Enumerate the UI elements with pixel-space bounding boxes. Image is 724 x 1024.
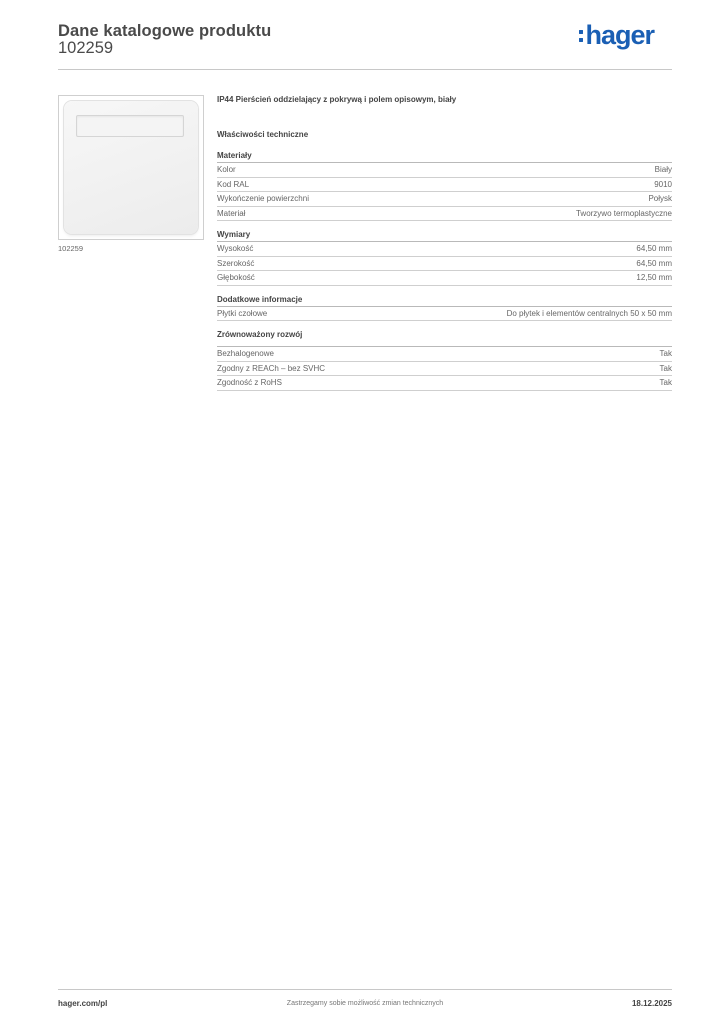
label-field-illustration — [76, 115, 184, 137]
logo-mark-icon — [579, 30, 583, 42]
spec-row — [217, 257, 672, 272]
spec-row — [217, 376, 672, 391]
spec-value: Tak — [659, 363, 672, 373]
cover-plate-illustration — [64, 101, 198, 234]
section-sustainability — [217, 330, 672, 391]
section-title: Materiały — [217, 151, 672, 163]
spec-label: Materiał — [217, 208, 246, 218]
section-title: Dodatkowe informacje — [217, 295, 672, 307]
spec-label: Zgodny z REACh – bez SVHC — [217, 363, 326, 373]
spec-row — [217, 307, 672, 322]
section-materials — [217, 151, 672, 221]
spec-label: Szerokość — [217, 258, 255, 268]
spec-label: Wykończenie powierzchni — [217, 194, 309, 203]
spec-label: Bezhalogenowe — [217, 349, 274, 358]
spec-value: 9010 — [654, 179, 672, 189]
footer-disclaimer: Zastrzegamy sobie możliwość zmian technicznych — [286, 1000, 444, 1007]
spec-label: Zgodność z RoHS — [217, 378, 282, 387]
page-footer — [58, 989, 672, 1013]
spec-label: Wysokość — [217, 244, 254, 253]
spec-value: Do płytek i elementów centralnych 50 x 50 mm — [506, 308, 672, 318]
spec-row — [217, 242, 672, 257]
section-title: Wymiary — [217, 230, 672, 242]
footer-date: 18.12.2025 — [631, 999, 672, 1008]
page-title: Dane katalogowe produktu — [58, 22, 272, 40]
spec-value: Tak — [659, 349, 672, 358]
spec-row — [217, 163, 672, 178]
spec-label: Kolor — [217, 165, 236, 174]
spec-value: Połysk — [648, 194, 672, 203]
product-code: 102259 — [58, 39, 114, 57]
spec-row — [217, 192, 672, 207]
page-header — [58, 22, 672, 70]
footer-website-link[interactable]: hager.com/pl — [58, 999, 108, 1008]
spec-value: 64,50 mm — [636, 244, 672, 253]
product-image — [58, 95, 204, 240]
spec-row — [217, 178, 672, 193]
spec-value: 64,50 mm — [636, 258, 672, 268]
spec-row — [217, 362, 672, 377]
logo-text: hager — [585, 20, 654, 50]
spec-value: Tworzywo termoplastyczne — [575, 208, 672, 218]
section-dimensions — [217, 230, 672, 286]
section-title: Zrównoważony rozwój — [217, 330, 672, 347]
spec-label: Głębokość — [217, 273, 255, 282]
spec-row — [217, 347, 672, 362]
product-details — [217, 95, 672, 391]
spec-row — [217, 271, 672, 286]
hager-logo — [579, 22, 654, 48]
spec-value: 12,50 mm — [636, 273, 672, 282]
technical-properties-heading: Właściwości techniczne — [217, 130, 309, 139]
spec-value: Biały — [654, 165, 672, 174]
product-name: IP44 Pierścień oddzielający z pokrywą i polem opisowym, biały — [217, 95, 457, 104]
spec-row — [217, 207, 672, 222]
spec-value: Tak — [659, 378, 672, 387]
section-additional-info — [217, 295, 672, 322]
image-caption: 102259 — [58, 244, 84, 253]
spec-label: Płytki czołowe — [217, 308, 268, 318]
spec-label: Kod RAL — [217, 179, 250, 189]
